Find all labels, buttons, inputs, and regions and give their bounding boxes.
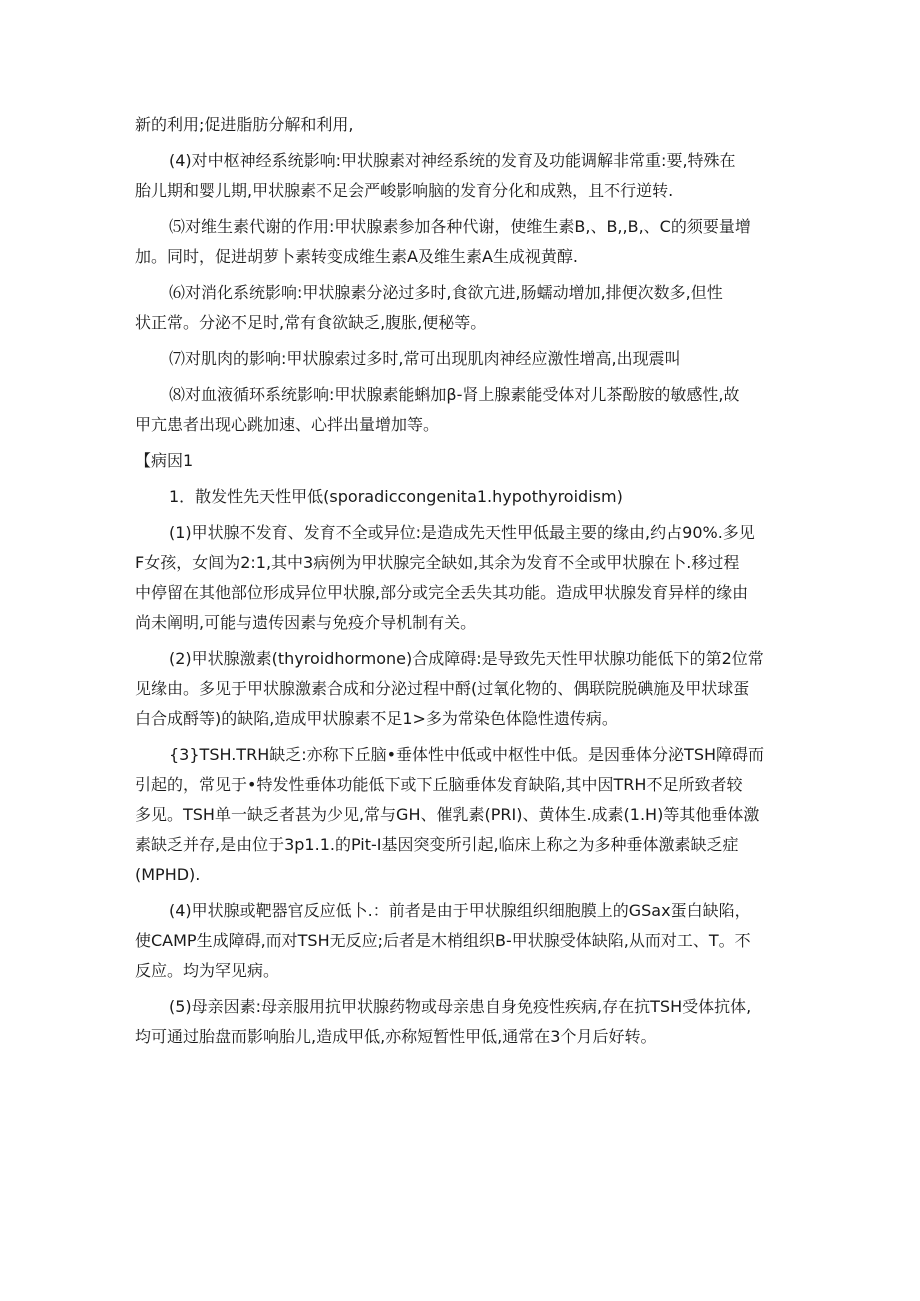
paragraph-digestive-effect	[135, 278, 787, 338]
paragraph-line: (MPHD).	[135, 865, 201, 884]
paragraph-line: 白合成酹等)的缺陷,造成甲状腺素不足1>多为常染色体隐性遗传病。	[135, 709, 618, 728]
paragraph-line: (4)对中枢神经系统影响:甲状腺素对神经系统的发育及功能调解非常重:要,特殊在	[169, 151, 736, 170]
cause-hormone-synthesis	[135, 644, 787, 734]
section-heading-etiology: 【病因1	[135, 451, 194, 470]
paragraph-line: {3}TSH.TRH缺乏:亦称下丘脑•垂体性中低或中枢性中低。是因垂体分泌TSH障碍而	[169, 745, 765, 764]
paragraph-line: ⑻对血液循环系统影响:甲状腺素能蝌加β-肾上腺素能受体对儿茶酚胺的敏感性,故	[169, 385, 740, 404]
paragraph-line: 加。同时，促进胡萝卜素转变成维生素A及维生素A生成视黄醇.	[135, 247, 578, 266]
paragraph-line: 均可通过胎盘而影响胎儿,造成甲低,亦称短暂性甲低,通常在3个月后好转。	[135, 1027, 657, 1046]
intro-line: 新的利用;促进脂肪分解和利用,	[135, 115, 354, 134]
paragraph-cns-effect	[135, 146, 787, 206]
paragraph-vitamin-metabolism	[135, 212, 787, 272]
paragraph-line: 状正常。分泌不足时,常有食欲缺乏,腹胀,便秘等。	[135, 313, 487, 332]
paragraph-line: 素缺乏并存,是由位于3p1.1.的Pit-I基因突变所引起,临床上称之为多种垂体激素缺乏症	[135, 835, 739, 854]
paragraph-line: ⑺对肌肉的影响:甲状腺索过多时,常可出现肌肉神经应激性增高,出现震叫	[169, 349, 681, 368]
subheading-sporadic-congenital: 1．散发性先天性甲低(sporadiccongenita1.hypothyroidism)	[169, 487, 623, 506]
paragraph-line: ⑹对消化系统影响:甲状腺素分泌过多时,食欲亢进,肠蠕动增加,排便次数多,但性	[169, 283, 723, 302]
paragraph-line: F女孩，女闾为2:1,其中3病例为甲状腺完全缺如,其余为发育不全或甲状腺在卜.移过程	[135, 553, 740, 572]
paragraph-line: 使CAMP生成障碍,而对TSH无反应;后者是木梢组织B-甲状腺受体缺陷,从而对工、T。不	[135, 931, 751, 950]
paragraph-muscle-effect	[135, 344, 787, 374]
paragraph-line: 见缘由。多见于甲状腺激素合成和分泌过程中酹(过氧化物的、偶联院脱碘施及甲状球蛋	[135, 679, 750, 698]
paragraph-line: (2)甲状腺激素(thyroidhormone)合成障碍:是导致先天性甲状腺功能低下的第2位常	[169, 649, 764, 668]
paragraph-line: 甲亢患者出现心跳加速、心拌出量增加等。	[135, 415, 440, 434]
paragraph-line: 中停留在其他部位形成异位甲状腺,部分或完全丢失其功能。造成甲状腺发育异样的缘由	[135, 583, 749, 602]
cause-maternal-factors	[135, 992, 787, 1052]
paragraph-line: (1)甲状腺不发育、发育不全或异位:是造成先天性甲低最主要的缘由,约占90%.多见	[169, 523, 755, 542]
paragraph-line: ⑸对维生素代谢的作用:甲状腺素参加各种代谢，使维生素B,、B,,B,、C的须要量增	[169, 217, 751, 236]
paragraph-line: 尚未阐明,可能与遗传因素与免疫介导机制有关。	[135, 613, 477, 632]
cause-thyroid-dysgenesis	[135, 518, 787, 638]
paragraph-line: (4)甲状腺或靶器官反应低卜.：前者是由于甲状腺组织细胞膜上的GSax蛋白缺陷，	[169, 901, 751, 920]
paragraph-line: (5)母亲因素:母亲服用抗甲状腺药物或母亲患自身免疫性疾病,存在抗TSH受体抗体,	[169, 997, 752, 1016]
document-page	[135, 110, 787, 1052]
paragraph-line: 胎儿期和婴儿期,甲状腺素不足会严峻影响脑的发育分化和成熟，且不行逆转.	[135, 181, 674, 200]
paragraph-line: 多见。TSH单一缺乏者甚为少见,常与GH、催乳素(PRI)、黄体生.成素(1.H)等其他垂体激	[135, 805, 760, 824]
cause-tsh-trh-deficiency	[135, 740, 787, 890]
paragraph-line: 反应。均为罕见病。	[135, 961, 280, 980]
paragraph-line: 引起的，常见于•特发性垂体功能低下或下丘脑垂体发育缺陷,其中因TRH不足所致者较	[135, 775, 743, 794]
cause-target-organ-resistance	[135, 896, 787, 986]
paragraph-circulation-effect	[135, 380, 787, 440]
